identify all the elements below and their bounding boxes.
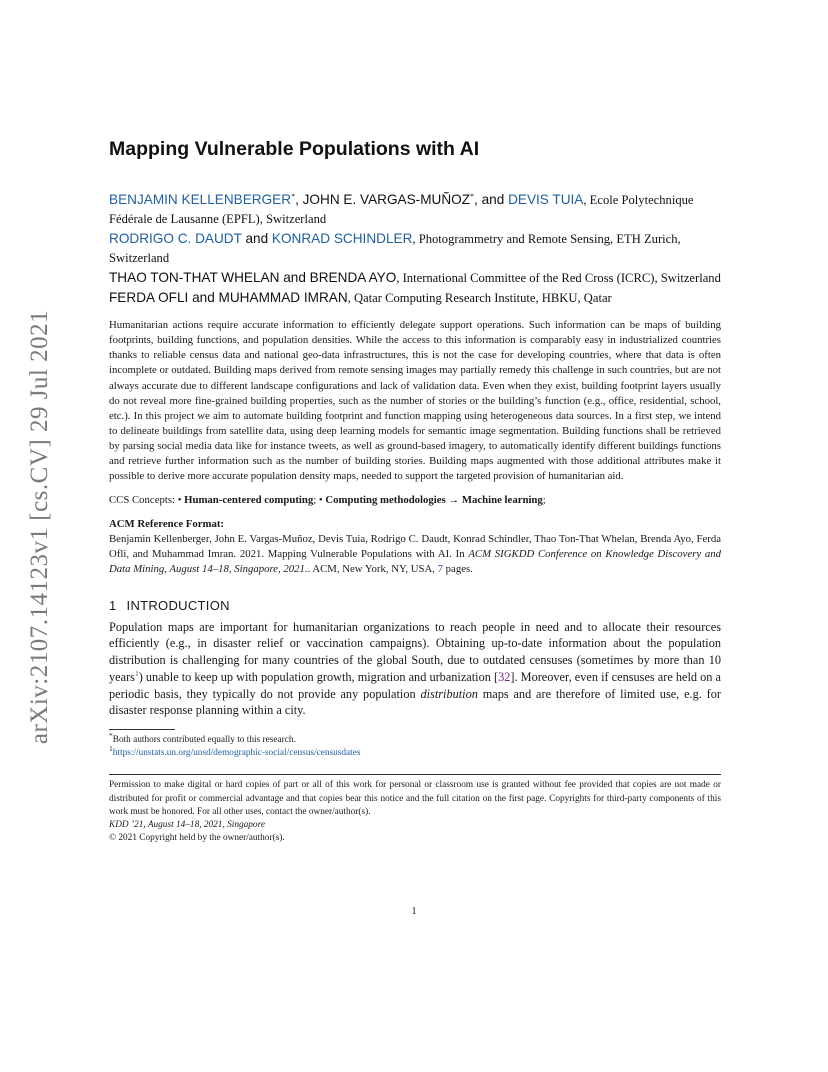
permission-divider	[109, 774, 721, 775]
conference-venue	[109, 819, 721, 832]
authors-icrc: THAO TON-THAT WHELAN and BRENDA AYO	[109, 270, 397, 286]
intro-text-3: ]. Moreover, even if censuses are held on a periodic basis, they typically do not provide any population	[109, 669, 721, 701]
institution-eth: , Photogrammetry and Remote Sensing, ETH Zurich, Switzerland	[109, 232, 681, 266]
permission-notice: Permission to make digital or hard copies of part or all of this work for personal or classroom use is granted without fee provided that copies are not made or distributed for profit or commercial advantage and that copies bear this notice and the full citation on the first page. Copyrights for third-party components of this work must be honored. For all other uses, contact the owner/author(s).	[109, 780, 721, 817]
footnote-census-url	[109, 744, 721, 760]
footnote-divider	[109, 729, 175, 730]
acm-reference-heading: ACM Reference Format:	[109, 518, 225, 531]
intro-emphasis: distribution	[420, 686, 478, 701]
author-separator: , and	[474, 192, 509, 208]
author-link-daudt[interactable]: RODRIGO C. DAUDT	[109, 231, 242, 247]
section-title: INTRODUCTION	[126, 597, 230, 613]
ccs-prefix: CCS Concepts: •	[109, 494, 185, 507]
ccs-separator: ; •	[313, 494, 326, 507]
equal-contribution-mark: *	[291, 192, 296, 201]
authors-qcri: FERDA OFLI and MUHAMMAD IMRAN	[109, 290, 348, 306]
ccs-concept-2: Computing methodologies → Machine learning	[325, 494, 543, 507]
footnote-equal-contribution	[109, 731, 721, 747]
acm-pages-suffix: pages.	[442, 563, 473, 576]
acm-reference-text	[109, 532, 721, 577]
page-count-link[interactable]: 7	[437, 563, 443, 576]
census-dates-link[interactable]: https://unstats.un.org/unsd/demographic-social/census/censusdates	[112, 748, 361, 759]
footnote-text: Both authors contributed equally to this research.	[112, 735, 296, 746]
acm-authors: Benjamin Kellenberger, John E. Vargas-Muñoz, Devis Tuia, Rodrigo C. Daudt, Konrad Schindler, Thao Ton-That Whelan, Brenda Ayo, Ferda Ofli, and Muhammad Imran. 2021. Mapping Vulnerable Populations with AI. In	[109, 533, 721, 561]
institution-qcri: , Qatar Computing Research Institute, HBKU, Qatar	[347, 291, 612, 306]
affiliation-icrc	[109, 268, 721, 288]
ccs-concept-1: Human-centered computing	[184, 494, 314, 507]
section-heading-introduction	[109, 598, 721, 613]
footnote-mark: *	[109, 731, 113, 741]
author-link-schindler[interactable]: KONRAD SCHINDLER	[271, 231, 413, 247]
arxiv-sidebar	[14, 292, 66, 762]
footnote-link-1[interactable]: 1	[134, 668, 139, 678]
institution-epfl: , Ecole Polytechnique Fédérale de Lausanne (EPFL), Switzerland	[109, 193, 694, 227]
acm-publisher: . ACM, New York, NY, USA,	[307, 563, 438, 576]
affiliation-epfl	[109, 187, 721, 229]
author-separator: and	[241, 231, 272, 247]
footnote-mark: 1	[109, 744, 113, 754]
author-separator: ,	[295, 192, 303, 208]
citation-link-32[interactable]: 32	[498, 669, 511, 684]
institution-icrc: , International Committee of the Red Cross (ICRC), Switzerland	[396, 271, 721, 286]
affiliation-qcri	[109, 288, 721, 308]
ccs-concepts	[109, 494, 721, 506]
page-number: 1	[411, 906, 417, 917]
abstract: Humanitarian actions require accurate information to efficiently delegate support operations. Such information can be maps of building footprints, building functions, and population densities. While the access to this information is comparably easy in industrialized countries thanks to reliable census data and national geo-data infrastructures, this is not the case for developing countries, where that data is often incomplete or outdated. Building maps derived from remote sensing images may partially remedy this challenge in such countries, but are not always accurate due to different landscape configurations and lack of validation data. Even when they exist, building footprint layers usually do not reveal more fine-grained building properties, such as the number of stories or the building’s function (e.g., office, residential, school, etc.). In this project we aim to automate building footprint and function mapping using heterogeneous data sources. In a first step, we intend to delineate buildings from satellite data, using deep learning models for semantic image segmentation. Building functions shall be retrieved by parsing social media data like for instance tweets, as well as ground-based imagery, to automatically identify different buildings functions and retrieve further information such as the number of building stories. Building maps augmented with those additional attributes make it possible to derive more accurate population density maps, needed to support the targeted provision of humanitarian aid.	[109, 319, 721, 483]
equal-contribution-mark: *	[470, 192, 475, 201]
author-link-kellenberger[interactable]: BENJAMIN KELLENBERGER	[109, 192, 292, 208]
author-link-tuia[interactable]: DEVIS TUIA	[508, 192, 584, 208]
page-content	[109, 132, 721, 846]
conference-venue-text: KDD ’21, August 14–18, 2021, Singapore	[109, 820, 265, 831]
paper-title: Mapping Vulnerable Populations with AI	[109, 138, 480, 160]
acm-venue: ACM SIGKDD Conference on Knowledge Discovery and Data Mining, August 14–18, Singapore, 2021.	[109, 548, 721, 576]
copyright-notice: © 2021 Copyright held by the owner/author(s).	[109, 833, 285, 844]
intro-text-2: ) unable to keep up with population growth, migration and urbanization [	[138, 669, 499, 684]
introduction-paragraph	[109, 619, 721, 720]
intro-text-4: maps and are therefore of limited use, e.g. for disaster response planning within a city.	[109, 686, 721, 718]
section-number: 1	[109, 597, 117, 613]
arxiv-id: arXiv:2107.14123v1 [cs.CV] 29 Jul 2021	[26, 309, 53, 745]
ccs-end: ;	[542, 494, 546, 507]
intro-text-1: Population maps are important for humanitarian organizations to reach people in need and to allocate their resources efficiently (e.g., in disaster relief or vaccination campaigns). Obtaining up-to-date information about the population distribution is challenging for many countries of the global South, due to outdated censuses (sometimes by more than 10 years	[109, 619, 721, 684]
author-vargas-munoz: JOHN E. VARGAS-MUÑOZ	[302, 192, 471, 208]
affiliation-eth	[109, 229, 721, 268]
